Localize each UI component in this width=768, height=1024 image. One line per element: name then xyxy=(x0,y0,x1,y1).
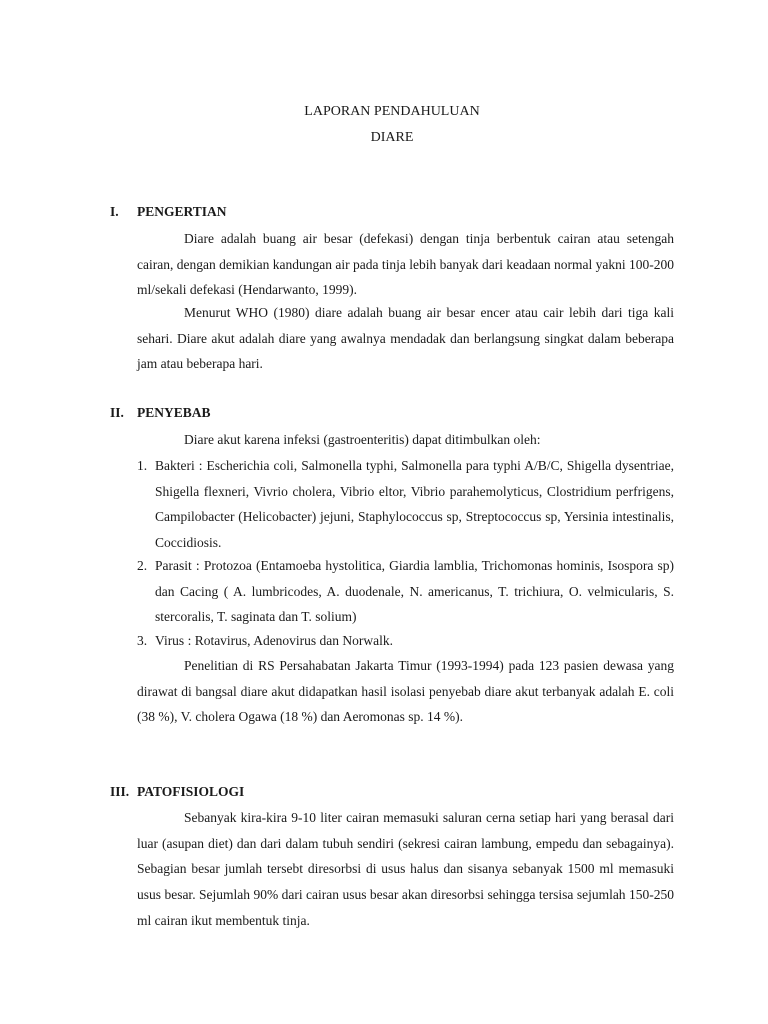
document-title: LAPORAN PENDAHULUAN xyxy=(304,104,480,119)
list-text: Virus : Rotavirus, Adenovirus dan Norwalk. xyxy=(155,633,394,648)
section-heading-penyebab xyxy=(110,403,211,423)
list-number: 1. xyxy=(137,458,148,473)
section-number: III. xyxy=(110,784,130,799)
section-heading-patofisiologi xyxy=(110,782,244,802)
section-title: PATOFISIOLOGI xyxy=(137,784,245,799)
section-number: II. xyxy=(110,405,124,420)
document-subtitle: DIARE xyxy=(370,130,414,145)
paragraph-penelitian: Penelitian di RS Persahabatan Jakarta Timur (1993-1994) pada 123 pasien dewasa yang dirawat di bangsal diare akut didapatkan hasil isolasi penyebab diare akut terbanyak adalah E. coli (38 %), V. cholera Ogawa (18 %) dan Aeromonas sp. 14 %). xyxy=(137,658,674,725)
section-title: PENYEBAB xyxy=(137,405,211,420)
list-item-bakteri xyxy=(137,453,674,556)
list-number: 3. xyxy=(137,633,148,648)
list-item-parasit xyxy=(137,553,674,630)
paragraph-patofisiologi: Sebanyak kira-kira 9-10 liter cairan memasuki saluran cerna setiap hari yang berasal dari luar (asupan diet) dan dari dalam tubuh sendiri (sekresi cairan lambung, empedu dan sebagainya). Sebagian besar jumlah tersebt diresorbsi di usus halus dan sisanya sebanyak 1500 ml memasuki usus besar. Sejumlah 90% dari cairan usus besar akan diresorbsi sehingga tersisa sejumlah 150-250 ml cairan ikut membentuk tinja. xyxy=(137,810,674,928)
paragraph-penyebab-intro: Diare akut karena infeksi (gastroenteritis) dapat ditimbulkan oleh: xyxy=(184,432,541,447)
list-item-virus xyxy=(137,628,674,654)
paragraph-pengertian-2: Menurut WHO (1980) diare adalah buang air besar encer atau cair lebih dari tiga kali sehari. Diare akut adalah diare yang awalnya mendadak dan berlangsung singkat dalam beberapa jam atau beberapa hari. xyxy=(137,305,674,372)
section-title: PENGERTIAN xyxy=(137,204,227,219)
section-number: I. xyxy=(110,204,119,219)
list-text: Bakteri : Escherichia coli, Salmonella typhi, Salmonella para typhi A/B/C, Shigella dysentriae, Shigella flexneri, Vivrio cholera, Vibrio eltor, Vibrio parahemolyticus, Clostridium perfrigens, Campilobacter (Helicobacter) jejuni, Staphylococcus sp, Streptococcus sp, Yersinia intestinalis, Coccidiosis. xyxy=(155,458,674,551)
section-heading-pengertian xyxy=(110,202,227,222)
paragraph-pengertian-1: Diare adalah buang air besar (defekasi) dengan tinja berbentuk cairan atau setengah cairan, dengan demikian kandungan air pada tinja lebih banyak dari keadaan normal yakni 100-200 ml/sekali defekasi (Hendarwanto, 1999). xyxy=(137,231,674,298)
list-number: 2. xyxy=(137,558,148,573)
list-text: Parasit : Protozoa (Entamoeba hystolitica, Giardia lamblia, Trichomonas hominis, Isospora sp) dan Cacing ( A. lumbricodes, A. duodenale, N. americanus, T. trichiura, O. velmicularis, S. stercoralis, T. saginata dan T. solium) xyxy=(155,558,674,625)
